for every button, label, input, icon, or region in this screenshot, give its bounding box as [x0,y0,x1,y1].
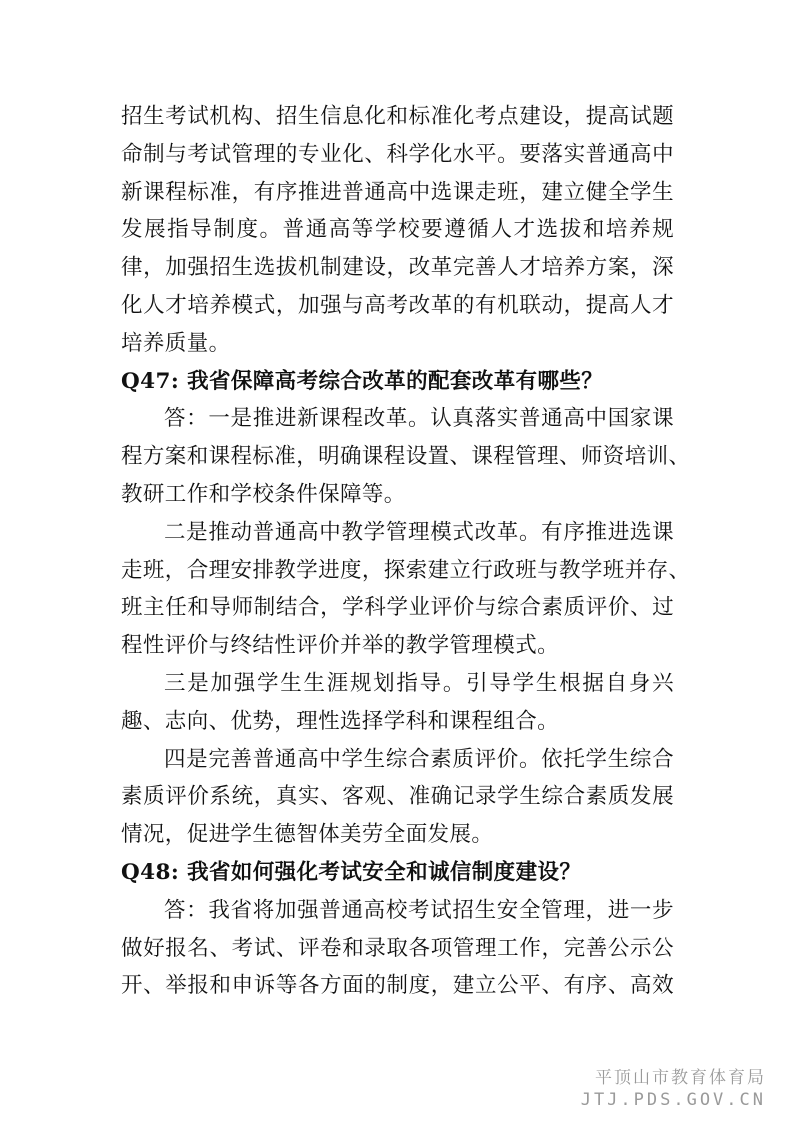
question-heading: Q48: 我省如何强化考试安全和诚信制度建设？ [121,859,582,885]
text-line: 答：我省将加强普通高校考试招生安全管理，进一步 [164,897,674,923]
text-line: 化人才培养模式，加强与高考改革的有机联动，提高人才 [121,292,674,318]
text-line: 二是推动普通高中教学管理模式改革。有序推进选课 [164,519,674,545]
document-body [121,98,691,1005]
text-line: 教研工作和学校条件保障等。 [121,481,406,507]
watermark [581,1067,766,1111]
text-line: 答：一是推进新课程改革。认真落实普通高中国家课 [164,406,674,432]
text-line: 命制与考试管理的专业化、科学化水平。要落实普通高中 [121,141,674,167]
text-line: 做好报名、考试、评卷和录取各项管理工作，完善公示公 [121,935,674,961]
text-line: 招生考试机构、招生信息化和标准化考点建设，提高试题 [121,104,674,129]
text-line: 趣、志向、优势，理性选择学科和课程组合。 [121,708,560,734]
watermark-url: JTJ.PDS.GOV.CN [580,1090,766,1110]
text-line: 情况，促进学生德智体美劳全面发展。 [121,822,494,848]
text-line: 发展指导制度。普通高等学校要遵循人才选拔和培养规 [121,217,674,243]
text-line: 班主任和导师制结合，学科学业评价与综合素质评价、过 [121,595,674,621]
question-heading: Q47: 我省保障高考综合改革的配套改革有哪些？ [121,368,604,394]
text-line: 素质评价系统，真实、客观、准确记录学生综合素质发展 [121,784,674,810]
text-line: 开、举报和申诉等各方面的制度，建立公平、有序、高效 [121,973,674,999]
text-line: 程方案和课程标准，明确课程设置、课程管理、师资培训、 [121,444,691,470]
text-line: 新课程标准，有序推进普通高中选课走班，建立健全学生 [121,179,674,205]
text-line: 四是完善普通高中学生综合素质评价。依托学生综合 [164,746,674,772]
watermark-org-name: 平顶山市教育体育局 [595,1068,766,1088]
text-line: 程性评价与终结性评价并举的教学管理模式。 [121,633,560,659]
text-line: 走班，合理安排教学进度，探索建立行政班与教学班并存、 [121,557,691,583]
text-line: 三是加强学生生涯规划指导。引导学生根据自身兴 [164,670,674,696]
text-line: 培养质量。 [121,330,231,356]
text-line: 律，加强招生选拔机制建设，改革完善人才培养方案，深 [121,255,674,281]
